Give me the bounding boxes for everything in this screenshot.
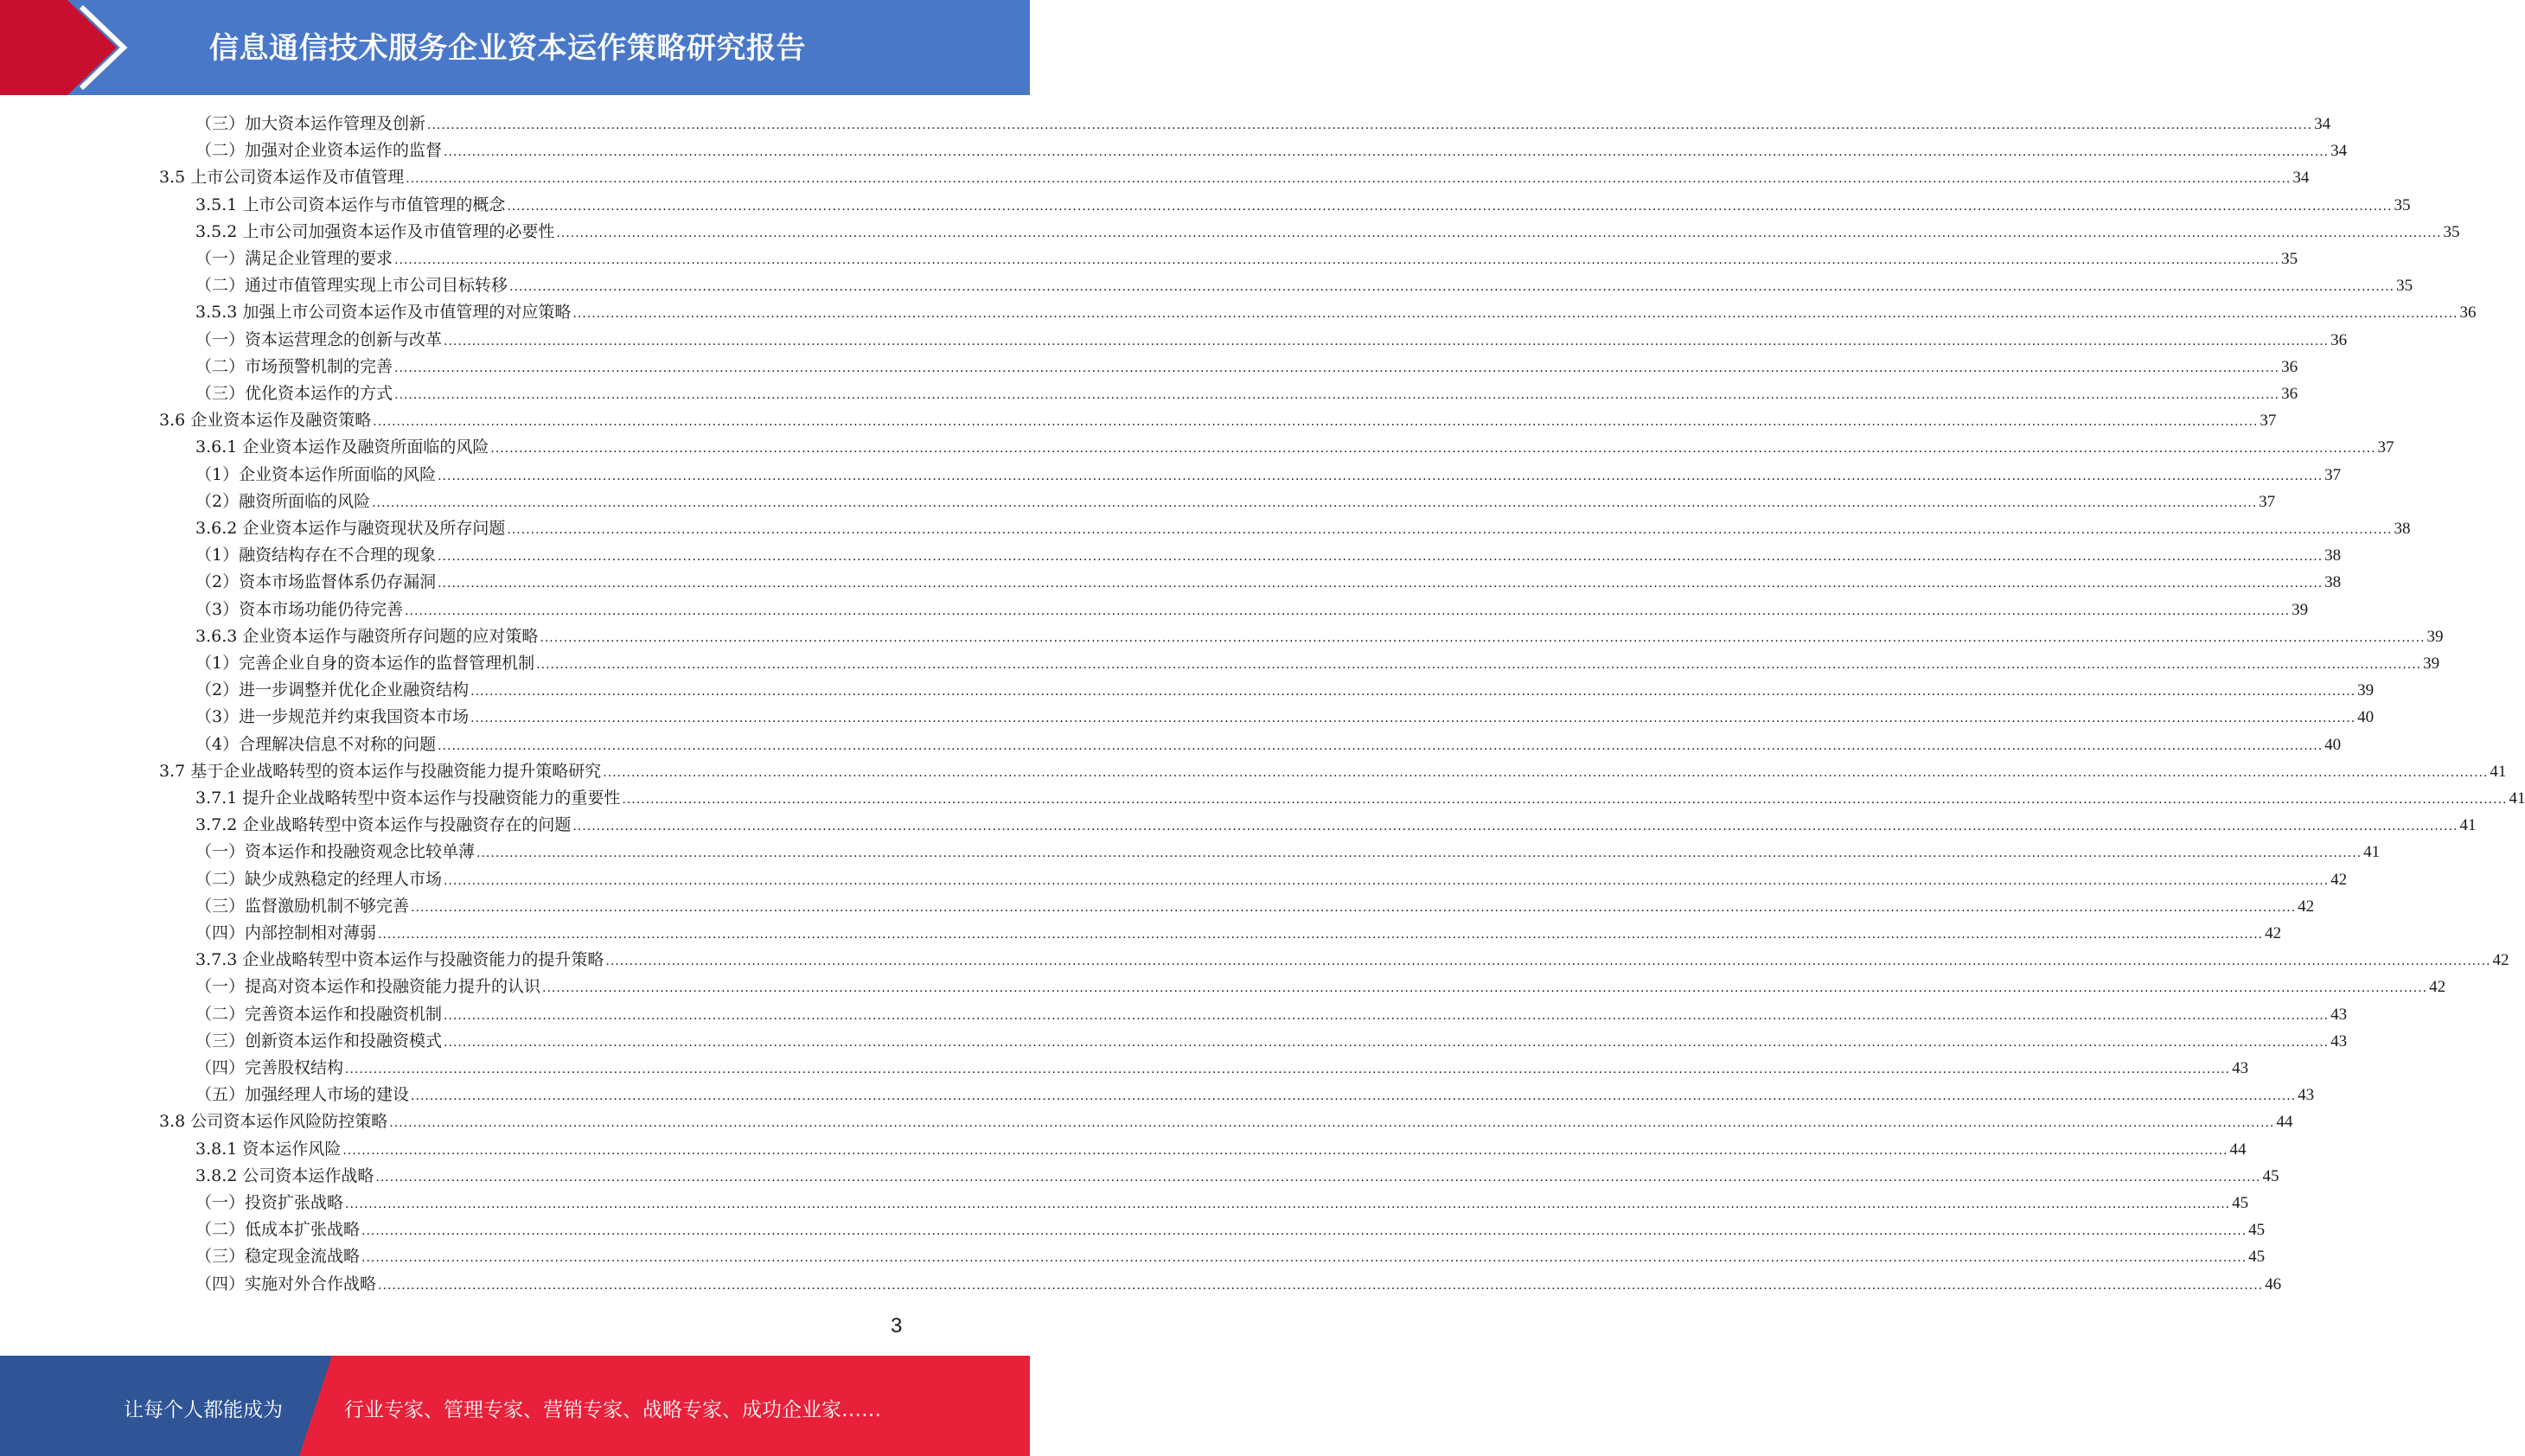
toc-entry-title: 3.8 公司资本运作风险防控策略 — [159, 1112, 388, 1132]
toc-entry-title: （3）进一步规范并约束我国资本市场 — [195, 707, 470, 727]
footer-slogan-right: 行业专家、管理专家、营销专家、战略专家、成功企业家…… — [344, 1399, 881, 1421]
toc-dot-leader: ................................................................................................................................................................................................................................................................................................................................................................................................................ — [345, 1063, 2231, 1076]
toc-entry-title: （二）完善资本运作和投融资机制 — [195, 1004, 443, 1024]
toc-entry[interactable] — [195, 1271, 2282, 1298]
toc-entry-page: 35 — [2281, 250, 2298, 268]
toc-entry[interactable] — [195, 299, 2477, 326]
toc-entry[interactable] — [195, 974, 2446, 1000]
toc-dot-leader: ................................................................................................................................................................................................................................................................................................................................................................................................................ — [394, 388, 2280, 402]
toc-dot-leader: ................................................................................................................................................................................................................................................................................................................................................................................................................ — [438, 469, 2324, 483]
toc-entry[interactable] — [195, 462, 2342, 489]
toc-entry-page: 37 — [2259, 492, 2276, 511]
toc-dot-leader: ................................................................................................................................................................................................................................................................................................................................................................................................................ — [375, 1170, 2261, 1185]
toc-dot-leader: ................................................................................................................................................................................................................................................................................................................................................................................................................ — [444, 1035, 2330, 1050]
toc-dot-leader: ................................................................................................................................................................................................................................................................................................................................................................................................................ — [361, 1251, 2247, 1266]
page-number: 3 — [891, 1314, 903, 1338]
toc-entry[interactable] — [195, 1136, 2247, 1163]
toc-entry[interactable] — [195, 1243, 2266, 1270]
toc-dot-leader: ................................................................................................................................................................................................................................................................................................................................................................................................................ — [536, 658, 2422, 672]
toc-entry-title: 3.6.2 企业资本运作与融资现状及所存问题 — [195, 519, 506, 538]
toc-entry[interactable] — [195, 380, 2298, 407]
toc-entry-page: 41 — [2459, 816, 2477, 835]
toc-entry[interactable] — [195, 650, 2440, 677]
toc-entry-page: 43 — [2232, 1059, 2249, 1077]
toc-entry-title: （四）完善股权结构 — [195, 1058, 344, 1077]
toc-entry[interactable] — [195, 677, 2375, 704]
toc-entry[interactable] — [159, 407, 2277, 434]
toc-entry-page: 38 — [2324, 573, 2342, 592]
toc-entry-page: 36 — [2281, 357, 2298, 376]
toc-entry[interactable] — [195, 704, 2375, 731]
toc-entry-page: 39 — [2292, 600, 2309, 619]
toc-entry[interactable] — [195, 812, 2477, 839]
toc-entry[interactable] — [159, 758, 2507, 785]
toc-entry[interactable] — [195, 947, 2509, 974]
toc-entry-page: 39 — [2426, 627, 2444, 646]
toc-entry-title: （二）缺少成熟稳定的经理人市场 — [195, 869, 443, 889]
toc-dot-leader: ................................................................................................................................................................................................................................................................................................................................................................................................................ — [438, 550, 2324, 565]
toc-dot-leader: ................................................................................................................................................................................................................................................................................................................................................................................................................ — [378, 1278, 2264, 1293]
toc-entry-page: 36 — [2330, 330, 2348, 349]
toc-entry-page: 45 — [2262, 1166, 2279, 1185]
toc-entry-page: 36 — [2281, 385, 2298, 403]
toc-entry-title: 3.6 企业资本运作及融资策略 — [159, 411, 372, 431]
toc-entry-page: 42 — [2265, 924, 2282, 942]
toc-dot-leader: ................................................................................................................................................................................................................................................................................................................................................................................................................ — [427, 118, 2313, 132]
toc-entry-page: 38 — [2394, 520, 2411, 538]
toc-dot-leader: ................................................................................................................................................................................................................................................................................................................................................................................................................ — [394, 361, 2280, 375]
toc-entry-page: 42 — [2298, 897, 2315, 916]
toc-entry[interactable] — [195, 1001, 2348, 1028]
toc-entry-title: （3）资本市场功能仍待完善 — [195, 599, 404, 619]
toc-entry-page: 41 — [2490, 762, 2507, 781]
toc-entry-title: （三）监督激励机制不够完善 — [195, 896, 410, 916]
toc-dot-leader: ................................................................................................................................................................................................................................................................................................................................................................................................................ — [507, 523, 2393, 537]
toc-entry-title: 3.5.2 上市公司加强资本运作及市值管理的必要性 — [195, 221, 555, 241]
toc-dot-leader: ................................................................................................................................................................................................................................................................................................................................................................................................................ — [438, 738, 2324, 753]
toc-entry-page: 37 — [2260, 412, 2277, 431]
toc-entry-title: （二）通过市值管理实现上市公司目标转移 — [195, 276, 508, 296]
toc-entry-page: 36 — [2459, 303, 2477, 322]
toc-dot-leader: ................................................................................................................................................................................................................................................................................................................................................................................................................ — [556, 226, 2442, 240]
toc-dot-leader: ................................................................................................................................................................................................................................................................................................................................................................................................................ — [507, 199, 2393, 214]
toc-entry-title: （二）市场预警机制的完善 — [195, 356, 393, 376]
toc-entry-page: 37 — [2324, 465, 2342, 484]
toc-dot-leader: ................................................................................................................................................................................................................................................................................................................................................................................................................ — [490, 442, 2376, 457]
toc-entry-title: （2）进一步调整并优化企业融资结构 — [195, 680, 470, 700]
toc-entry[interactable] — [195, 623, 2444, 650]
toc-dot-leader: ................................................................................................................................................................................................................................................................................................................................................................................................................ — [542, 981, 2428, 996]
toc-entry[interactable] — [195, 1028, 2348, 1055]
toc-entry-page: 37 — [2377, 438, 2394, 457]
toc-entry-page: 40 — [2357, 708, 2375, 727]
toc-entry-title: 3.6.1 企业资本运作及融资所面临的风险 — [195, 437, 489, 457]
report-title: 信息通信技术服务企业资本运作策略研究报告 — [209, 31, 806, 66]
toc-entry[interactable] — [195, 1082, 2315, 1108]
toc-entry-title: （1）企业资本运作所面临的风险 — [195, 464, 437, 484]
toc-entry-title: 3.8.2 公司资本运作战略 — [195, 1165, 374, 1185]
toc-entry-page: 42 — [2330, 870, 2348, 889]
toc-entry[interactable] — [195, 866, 2348, 893]
toc-entry[interactable] — [195, 111, 2331, 137]
toc-entry-title: 3.6.3 企业资本运作与融资所存问题的应对策略 — [195, 626, 539, 646]
toc-entry-title: （2）资本市场监督体系仍存漏洞 — [195, 572, 437, 592]
toc-dot-leader: ................................................................................................................................................................................................................................................................................................................................................................................................................ — [372, 495, 2258, 510]
toc-dot-leader: ................................................................................................................................................................................................................................................................................................................................................................................................................ — [342, 1143, 2228, 1158]
toc-entry-title: （三）稳定现金流战略 — [195, 1247, 361, 1267]
toc-dot-leader: ................................................................................................................................................................................................................................................................................................................................................................................................................ — [411, 900, 2297, 915]
toc-entry-title: （一）满足企业管理的要求 — [195, 249, 393, 268]
toc-dot-leader: ................................................................................................................................................................................................................................................................................................................................................................................................................ — [605, 955, 2491, 969]
toc-entry-title: （三）加大资本运作管理及创新 — [195, 114, 426, 133]
toc-entry-page: 45 — [2248, 1248, 2266, 1267]
toc-dot-leader: ................................................................................................................................................................................................................................................................................................................................................................................................................ — [373, 415, 2259, 430]
toc-dot-leader: ................................................................................................................................................................................................................................................................................................................................................................................................................ — [470, 712, 2356, 726]
toc-entry-page: 44 — [2276, 1113, 2293, 1132]
toc-dot-leader: ................................................................................................................................................................................................................................................................................................................................................................................................................ — [438, 577, 2324, 591]
toc-entry-page: 35 — [2443, 222, 2460, 241]
toc-entry-title: （二）加强对企业资本运作的监督 — [195, 141, 443, 161]
toc-dot-leader: ................................................................................................................................................................................................................................................................................................................................................................................................................ — [470, 685, 2356, 699]
toc-entry-page: 34 — [2330, 142, 2348, 161]
toc-entry-title: （一）投资扩张战略 — [195, 1193, 344, 1212]
toc-entry[interactable] — [195, 246, 2298, 272]
toc-entry-title: （四）内部控制相对薄弱 — [195, 923, 377, 942]
toc-entry-page: 34 — [2314, 115, 2331, 133]
toc-entry-page: 40 — [2324, 735, 2342, 754]
toc-dot-leader: ................................................................................................................................................................................................................................................................................................................................................................................................................ — [444, 145, 2330, 160]
toc-dot-leader: ................................................................................................................................................................................................................................................................................................................................................................................................................ — [444, 1008, 2330, 1023]
toc-dot-leader: ................................................................................................................................................................................................................................................................................................................................................................................................................ — [509, 280, 2395, 295]
toc-entry-title: （一）资本运作和投融资观念比较单薄 — [195, 842, 476, 862]
toc-dot-leader: ................................................................................................................................................................................................................................................................................................................................................................................................................ — [345, 1197, 2231, 1211]
toc-entry-page: 35 — [2396, 277, 2413, 296]
toc-dot-leader: ................................................................................................................................................................................................................................................................................................................................................................................................................ — [406, 172, 2292, 187]
toc-entry-title: （四）实施对外合作战略 — [195, 1274, 377, 1293]
toc-entry[interactable] — [195, 219, 2460, 246]
toc-entry-title: （一）提高对资本运作和投融资能力提升的认识 — [195, 977, 541, 997]
toc-entry-title: 3.5 上市公司资本运作及市值管理 — [159, 168, 405, 188]
toc-entry[interactable] — [195, 137, 2348, 164]
toc-dot-leader: ................................................................................................................................................................................................................................................................................................................................................................................................................ — [444, 334, 2330, 348]
toc-entry-page: 35 — [2394, 195, 2411, 214]
toc-dot-leader: ................................................................................................................................................................................................................................................................................................................................................................................................................ — [405, 603, 2291, 618]
toc-entry[interactable] — [195, 515, 2411, 542]
toc-dot-leader: ................................................................................................................................................................................................................................................................................................................................................................................................................ — [603, 765, 2489, 780]
toc-dot-leader: ................................................................................................................................................................................................................................................................................................................................................................................................................ — [572, 820, 2458, 834]
toc-entry[interactable] — [195, 839, 2381, 865]
toc-entry-title: 3.5.1 上市公司资本运作与市值管理的概念 — [195, 195, 506, 214]
toc-entry-title: 3.7.1 提升企业战略转型中资本运作与投融资能力的重要性 — [195, 789, 621, 808]
toc-entry-page: 34 — [2292, 169, 2310, 188]
page-header — [0, 0, 1030, 95]
toc-entry-title: （二）低成本扩张战略 — [195, 1220, 361, 1240]
toc-entry-title: （五）加强经理人市场的建设 — [195, 1085, 410, 1105]
toc-entry-page: 43 — [2298, 1086, 2315, 1105]
toc-entry[interactable] — [195, 785, 2525, 812]
toc-entry[interactable] — [195, 569, 2342, 596]
toc-entry-title: （1）融资结构存在不合理的现象 — [195, 546, 437, 565]
toc-entry-title: （一）资本运营理念的创新与改革 — [195, 329, 443, 349]
toc-entry-page: 39 — [2357, 681, 2375, 700]
toc-entry[interactable] — [195, 489, 2276, 515]
toc-dot-leader: ................................................................................................................................................................................................................................................................................................................................................................................................................ — [540, 630, 2426, 645]
toc-entry[interactable] — [195, 434, 2394, 461]
toc-dot-leader: ................................................................................................................................................................................................................................................................................................................................................................................................................ — [361, 1224, 2247, 1239]
toc-entry[interactable] — [195, 354, 2298, 380]
toc-entry[interactable] — [195, 920, 2282, 947]
toc-entry[interactable] — [195, 272, 2413, 299]
toc-entry[interactable] — [195, 1163, 2279, 1190]
toc-entry-page: 46 — [2265, 1274, 2282, 1293]
toc-dot-leader: ................................................................................................................................................................................................................................................................................................................................................................................................................ — [622, 793, 2508, 807]
toc-entry-title: （1）完善企业自身的资本运作的监督管理机制 — [195, 654, 535, 673]
header-arrow-decoration — [0, 0, 130, 95]
toc-entry-title: （2）融资所面临的风险 — [195, 491, 371, 511]
toc-entry-title: （三）创新资本运作和投融资模式 — [195, 1031, 443, 1050]
toc-entry[interactable] — [159, 1108, 2293, 1135]
toc-dot-leader: ................................................................................................................................................................................................................................................................................................................................................................................................................ — [378, 928, 2264, 942]
toc-entry[interactable] — [195, 731, 2342, 758]
toc-entry-page: 41 — [2509, 789, 2525, 808]
toc-dot-leader: ................................................................................................................................................................................................................................................................................................................................................................................................................ — [411, 1089, 2297, 1104]
toc-entry-page: 38 — [2324, 546, 2342, 565]
toc-entry-title: 3.5.3 加强上市公司资本运作及市值管理的对应策略 — [195, 303, 572, 322]
toc-entry-page: 42 — [2429, 978, 2446, 997]
toc-entry-title: 3.7.2 企业战略转型中资本运作与投融资存在的问题 — [195, 815, 572, 835]
toc-entry-page: 45 — [2232, 1194, 2249, 1212]
footer-slogan-left: 让每个人都能成为 — [124, 1399, 283, 1421]
toc-entry[interactable] — [195, 1190, 2249, 1217]
toc-entry-title: （三）优化资本运作的方式 — [195, 384, 393, 403]
toc-entry-page: 41 — [2363, 843, 2381, 862]
toc-entry-title: （4）合理解决信息不对称的问题 — [195, 734, 437, 754]
toc-dot-leader: ................................................................................................................................................................................................................................................................................................................................................................................................................ — [394, 253, 2280, 267]
toc-entry-page: 43 — [2330, 1031, 2348, 1050]
toc-dot-leader: ................................................................................................................................................................................................................................................................................................................................................................................................................ — [476, 846, 2362, 861]
toc-entry[interactable] — [195, 893, 2315, 920]
toc-entry[interactable] — [195, 1217, 2266, 1243]
toc-entry[interactable] — [195, 542, 2342, 569]
toc-dot-leader: ................................................................................................................................................................................................................................................................................................................................................................................................................ — [389, 1116, 2275, 1131]
toc-entry[interactable] — [195, 327, 2348, 354]
toc-entry[interactable] — [195, 192, 2411, 219]
toc-dot-leader: ................................................................................................................................................................................................................................................................................................................................................................................................................ — [572, 307, 2458, 322]
toc-entry-title: 3.7.3 企业战略转型中资本运作与投融资能力的提升策略 — [195, 950, 604, 970]
toc-entry-page: 42 — [2492, 951, 2509, 970]
toc-entry-title: 3.7 基于企业战略转型的资本运作与投融资能力提升策略研究 — [159, 761, 602, 781]
toc-entry-page: 45 — [2248, 1221, 2266, 1240]
toc-entry[interactable] — [195, 597, 2309, 623]
toc-entry-page: 43 — [2330, 1005, 2348, 1024]
toc-entry-title: 3.8.1 资本运作风险 — [195, 1139, 342, 1159]
toc-entry[interactable] — [195, 1055, 2249, 1082]
toc-entry[interactable] — [159, 164, 2310, 191]
toc-entry-page: 39 — [2423, 655, 2440, 673]
toc-entry-page: 44 — [2229, 1140, 2247, 1159]
toc-dot-leader: ................................................................................................................................................................................................................................................................................................................................................................................................................ — [444, 873, 2330, 888]
